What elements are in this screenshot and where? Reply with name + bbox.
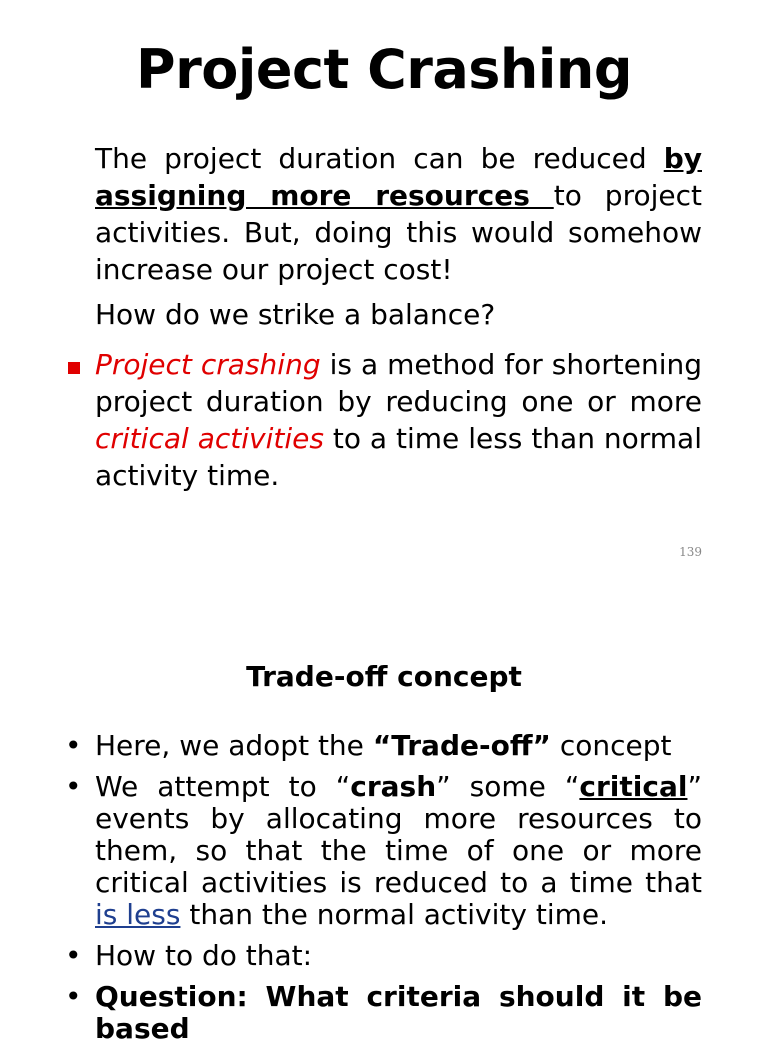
definition-text-2: to a time less than normal activity time.: [95, 422, 702, 492]
inline-link[interactable]: is less: [95, 898, 181, 931]
list-text: ” events by allocating more resources to them, so that the time of one or more critical activities is reduced to a time that: [95, 770, 702, 899]
list-text: We attempt to “: [95, 770, 351, 803]
intro-text-2: to project activities. But, doing this would somehow increase our project cost!: [95, 179, 702, 286]
list-item: [65, 981, 702, 1045]
list-bold: crash: [350, 770, 437, 803]
term-project-crashing: Project crashing: [95, 348, 321, 381]
term-critical-activities: critical activities: [95, 422, 324, 455]
list-bold-underline: critical: [579, 770, 688, 803]
page-number: 139: [679, 545, 702, 559]
list-item: [65, 730, 702, 762]
slide-title: Project Crashing: [136, 38, 632, 101]
list-text: Here, we adopt the: [95, 729, 373, 762]
definition-paragraph: [95, 346, 702, 494]
list-bold: “Trade-off”: [372, 729, 551, 762]
list-item: [65, 771, 702, 931]
slide-trade-off: [0, 630, 768, 1045]
intro-emphasis: by assigning more resources: [95, 142, 702, 212]
list-text: How to do that:: [95, 939, 313, 972]
intro-paragraph: [95, 140, 702, 288]
question-paragraph: How do we strike a balance?: [95, 298, 496, 331]
bullet-list: [65, 730, 702, 1054]
definition-text-1: is a method for shortening project duration by reducing one or more: [95, 348, 702, 418]
bullet-dot-icon: •: [65, 729, 82, 762]
intro-text-1: The project duration can be reduced: [95, 142, 664, 175]
list-text: than the normal activity time.: [180, 898, 609, 931]
bullet-dot-icon: •: [65, 939, 82, 972]
bullet-dot-icon: •: [65, 980, 82, 1013]
list-text: ” some “: [436, 770, 580, 803]
slide-title: Trade-off concept: [246, 660, 522, 693]
bullet-dot-icon: •: [65, 770, 82, 803]
list-item: [65, 940, 702, 972]
square-bullet-icon: [68, 362, 80, 374]
list-text: concept: [550, 729, 672, 762]
list-bold: Question: What criteria should it be based: [95, 980, 702, 1045]
